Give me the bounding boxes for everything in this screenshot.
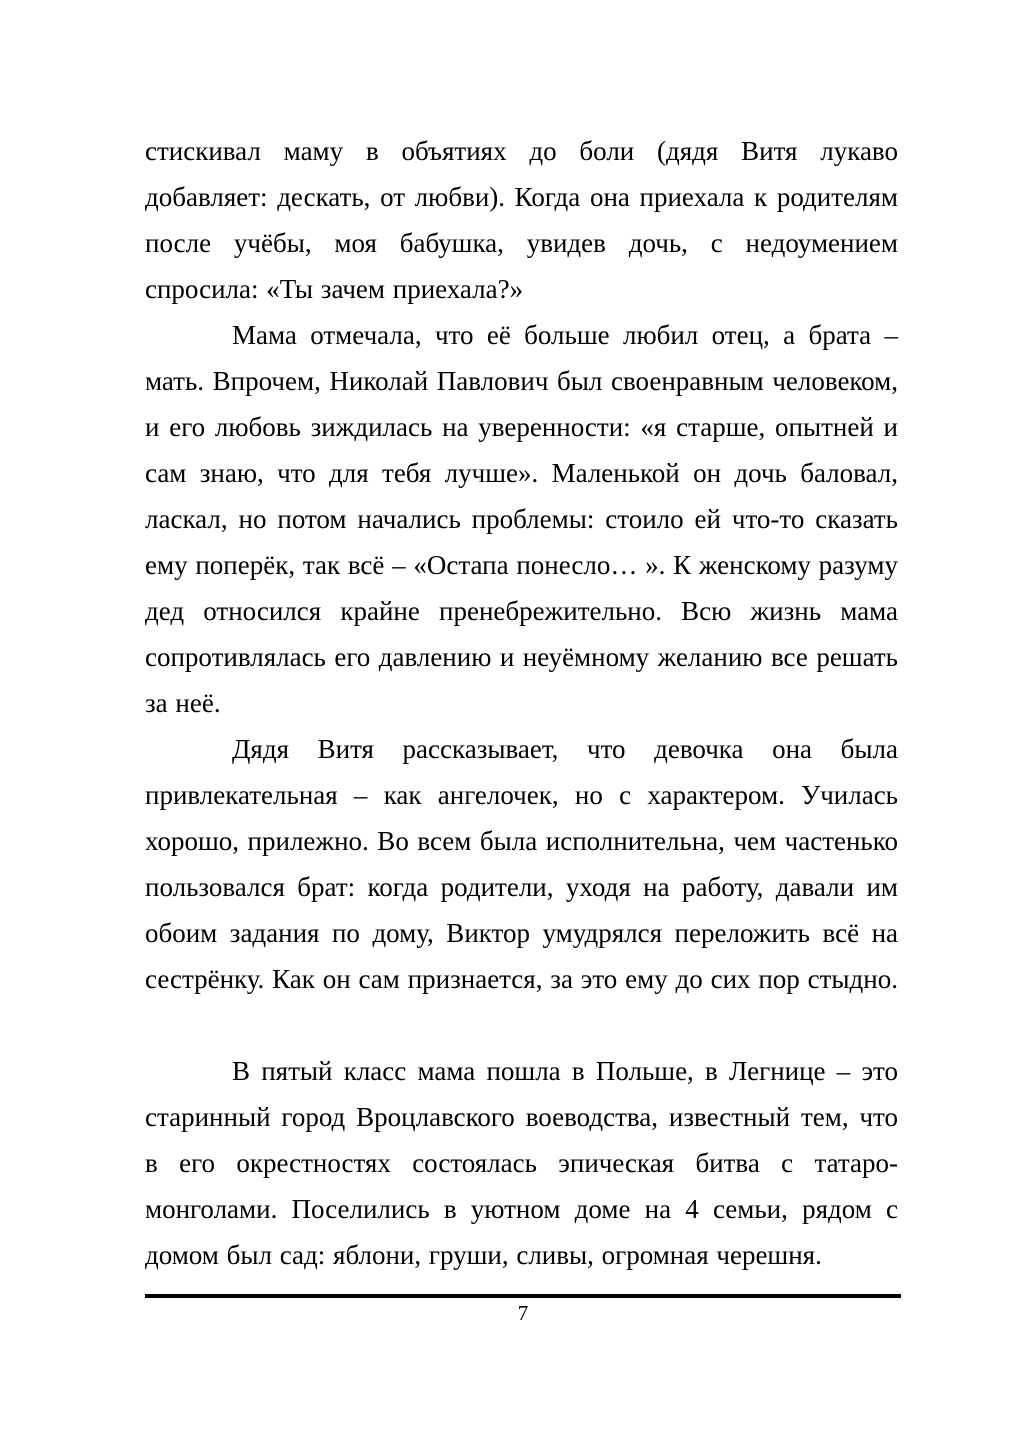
text-line: после учёбы, моя бабушка, увидев дочь, с недоумением (145, 228, 898, 258)
paragraph (145, 312, 898, 726)
paragraph-spacer (145, 1002, 898, 1048)
text-line: мать. Впрочем, Николай Павлович был своенравным человеком, (145, 366, 898, 396)
text-line: добавляет: дескать, от любви). Когда она приехала к родителям (145, 182, 898, 212)
text-line: ему поперёк, так всё – «Остапа понесло… ». К женскому разуму (145, 550, 898, 580)
text-line: домом был сад: яблони, груши, сливы, огромная черешня. (145, 1240, 822, 1270)
page-number: 7 (517, 1301, 529, 1325)
text-line: пользовался брат: когда родители, уходя на работу, давали им (145, 872, 898, 902)
text-line: Мама отмечала, что её больше любил отец, а брата – (232, 320, 898, 350)
text-line: в его окрестностях состоялась эпическая битва с татаро- (145, 1148, 898, 1178)
text-line: обоим задания по дому, Виктор умудрялся переложить всё на (145, 918, 898, 948)
text-line: В пятый класс мама пошла в Польше, в Легнице – это (232, 1056, 898, 1086)
paragraph (145, 726, 898, 1002)
text-line: сам знаю, что для тебя лучше». Маленькой он дочь баловал, (145, 458, 898, 488)
text-line: Дядя Витя рассказывает, что девочка она была (232, 734, 898, 764)
text-line: монголами. Поселились в уютном доме на 4 семьи, рядом с (145, 1194, 898, 1224)
page-body (145, 128, 898, 1278)
paragraph (145, 128, 898, 312)
paragraph (145, 1048, 898, 1278)
text-line: спросила: «Ты зачем приехала?» (145, 274, 524, 304)
text-line: за неё. (145, 688, 221, 718)
text-line: дед относился крайне пренебрежительно. Всю жизнь мама (145, 596, 898, 626)
text-line: сестрёнку. Как он сам признается, за это ему до сих пор стыдно. (145, 964, 898, 994)
text-line: стискивал маму в объятиях до боли (дядя Витя лукаво (145, 136, 898, 166)
text-line: старинный город Вроцлавского воеводства, известный тем, что (145, 1102, 898, 1132)
text-line: ласкал, но потом начались проблемы: стоило ей что-то сказать (145, 504, 898, 534)
text-line: сопротивлялась его давлению и неуёмному желанию все решать (145, 642, 898, 672)
text-line: хорошо, прилежно. Во всем была исполнительна, чем частенько (145, 826, 898, 856)
text-line: привлекательная – как ангелочек, но с характером. Училась (145, 780, 898, 810)
page-footer (145, 1294, 901, 1326)
text-line: и его любовь зиждилась на уверенности: «я старше, опытней и (145, 412, 898, 442)
